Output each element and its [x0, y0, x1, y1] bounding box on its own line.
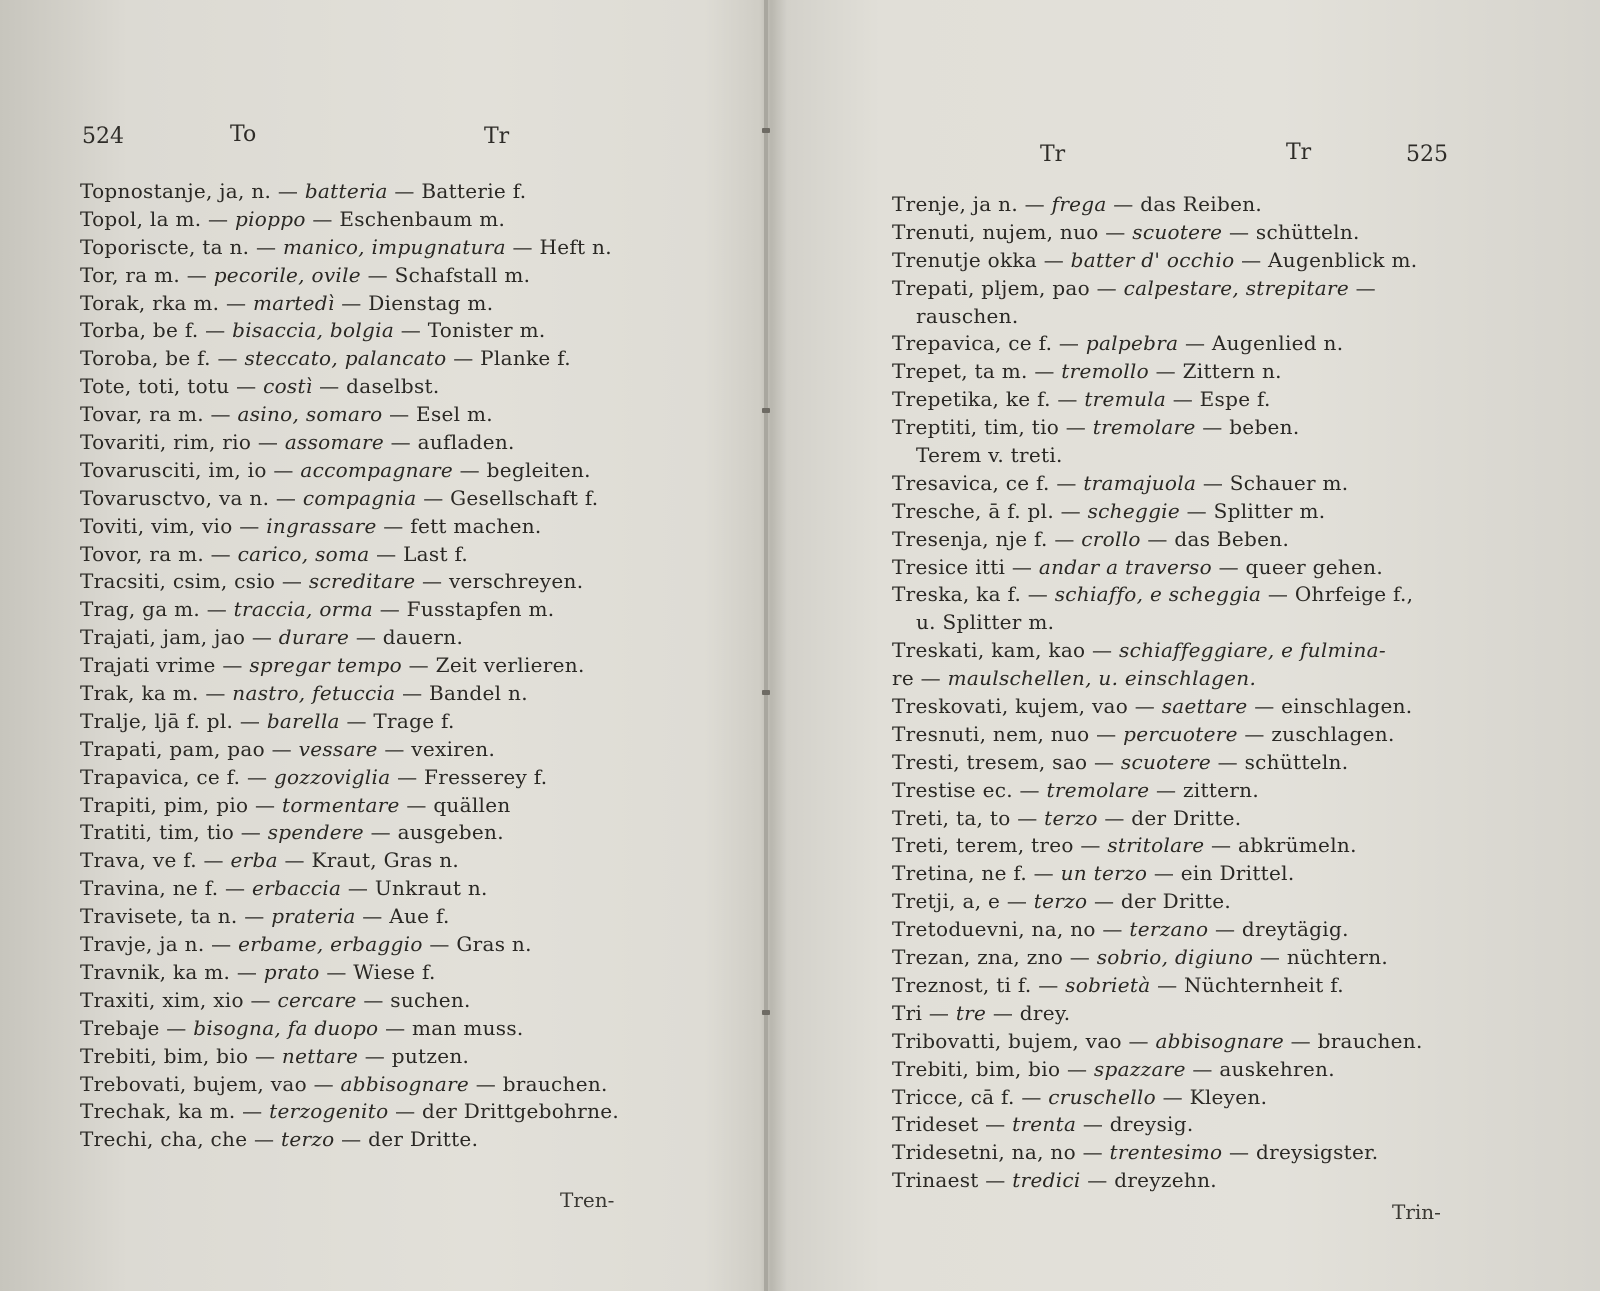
left-entry-list	[80, 178, 619, 1154]
left-catchword: Tren-	[560, 1188, 615, 1212]
dictionary-entry: Trebiti, bim, bio — nettare — putzen.	[80, 1043, 470, 1068]
dictionary-entry: rauschen.	[916, 303, 1019, 328]
dictionary-entry: Tratiti, tim, tio — spendere — ausgeben.	[80, 820, 504, 845]
dictionary-entry: Travnik, ka m. — prato — Wiese f.	[80, 959, 436, 984]
right-running-head-left: Tr	[1040, 142, 1066, 167]
dictionary-entry: Tresche, ā f. pl. — scheggie — Splitter m.	[892, 498, 1326, 523]
dictionary-entry: Tresnuti, nem, nuo — percuotere — zuschlagen.	[892, 721, 1395, 746]
dictionary-entry: Trepetika, ke f. — tremula — Espe f.	[892, 387, 1271, 412]
dictionary-entry: Topol, la m. — pioppo — Eschenbaum m.	[80, 206, 506, 231]
dictionary-entry: Trajati vrime — spregar tempo — Zeit verlieren.	[80, 653, 585, 678]
dictionary-entry: Trinaest — tredici — dreyzehn.	[892, 1168, 1217, 1193]
dictionary-entry: Tresavica, ce f. — tramajuola — Schauer m.	[892, 470, 1349, 495]
dictionary-entry: Travisete, ta n. — prateria — Aue f.	[80, 904, 450, 929]
dictionary-entry: Trapavica, ce f. — gozzoviglia — Fresserey f.	[80, 764, 548, 789]
dictionary-entry: Tretoduevni, na, no — terzano — dreytägig.	[892, 917, 1349, 942]
right-running-head-right: Tr	[1286, 140, 1312, 165]
dictionary-entry: re — maulschellen, u. einschlagen.	[892, 666, 1257, 691]
dictionary-entry: Tovarusctvo, va n. — compagnia — Gesellschaft f.	[80, 485, 599, 510]
dictionary-entry: Trestise ec. — tremolare — zittern.	[892, 777, 1260, 802]
binding-stitch	[762, 408, 770, 413]
dictionary-entry: Trak, ka m. — nastro, fetuccia — Bandel n.	[80, 681, 528, 706]
dictionary-entry: Torak, rka m. — martedì — Dienstag m.	[80, 290, 494, 315]
right-entry-list	[892, 191, 1423, 1195]
left-running-head-left: To	[230, 122, 257, 147]
dictionary-entry: Trezan, zna, zno — sobrio, digiuno — nüchtern.	[892, 945, 1389, 970]
dictionary-entry: Trepavica, ce f. — palpebra — Augenlied n.	[892, 331, 1344, 356]
dictionary-entry: Tovar, ra m. — asino, somaro — Esel m.	[80, 402, 493, 427]
right-catchword: Trin-	[1392, 1200, 1441, 1224]
dictionary-entry: Trepati, pljem, pao — calpestare, strepitare —	[892, 275, 1376, 300]
right-page-number: 525	[1406, 142, 1448, 167]
dictionary-entry: Treskovati, kujem, vao — saettare — einschlagen.	[892, 694, 1413, 719]
dictionary-entry: Trebaje — bisogna, fa duopo — man muss.	[80, 1015, 524, 1040]
dictionary-entry: Trapati, pam, pao — vessare — vexiren.	[80, 736, 496, 761]
dictionary-entry: Trenje, ja n. — frega — das Reiben.	[892, 192, 1263, 216]
dictionary-entry: Tovariti, rim, rio — assomare — aufladen.	[80, 430, 515, 455]
dictionary-entry: Topnostanje, ja, n. — batteria — Batterie f.	[80, 179, 527, 203]
dictionary-entry: u. Splitter m.	[916, 610, 1055, 635]
dictionary-entry: Tovor, ra m. — carico, soma — Last f.	[80, 541, 469, 566]
dictionary-entry: Trebovati, bujem, vao — abbisognare — brauchen.	[80, 1071, 608, 1096]
dictionary-entry: Trideset — trenta — dreysig.	[892, 1112, 1194, 1137]
book-gutter	[764, 0, 768, 1291]
dictionary-entry: Traxiti, xim, xio — cercare — suchen.	[80, 987, 471, 1012]
dictionary-entry: Tralje, ljā f. pl. — barella — Trage f.	[80, 708, 455, 733]
dictionary-entry: Trechak, ka m. — terzogenito — der Drittgebohrne.	[80, 1099, 620, 1124]
dictionary-entry: Treptiti, tim, tio — tremolare — beben.	[892, 415, 1300, 440]
dictionary-entry: Travina, ne f. — erbaccia — Unkraut n.	[80, 876, 488, 901]
dictionary-entry: Tridesetni, na, no — trentesimo — dreysigster.	[892, 1140, 1379, 1165]
dictionary-entry: Toporiscte, ta n. — manico, impugnatura — Heft n.	[80, 234, 612, 259]
dictionary-entry: Trapiti, pim, pio — tormentare — quällen	[80, 792, 511, 817]
left-page	[0, 0, 762, 1291]
dictionary-entry: Tretji, a, e — terzo — der Dritte.	[892, 889, 1232, 914]
left-running-head-right: Tr	[484, 124, 510, 149]
dictionary-entry: Trava, ve f. — erba — Kraut, Gras n.	[80, 848, 460, 873]
dictionary-entry: Trechi, cha, che — terzo — der Dritte.	[80, 1127, 479, 1152]
dictionary-entry: Tri — tre — drey.	[892, 1000, 1071, 1025]
dictionary-entry: Travje, ja n. — erbame, erbaggio — Gras n.	[80, 932, 532, 957]
dictionary-entry: Tribovatti, bujem, vao — abbisognare — brauchen.	[892, 1028, 1423, 1053]
dictionary-entry: Tresti, tresem, sao — scuotere — schütteln.	[892, 749, 1349, 774]
left-page-number: 524	[82, 124, 124, 149]
dictionary-entry: Tovarusciti, im, io — accompagnare — begleiten.	[80, 457, 591, 482]
dictionary-entry: Tracsiti, csim, csio — screditare — verschreyen.	[80, 569, 584, 594]
dictionary-entry: Torba, be f. — bisaccia, bolgia — Tonister m.	[80, 318, 546, 343]
dictionary-entry: Trajati, jam, jao — durare — dauern.	[80, 625, 464, 650]
dictionary-entry: Terem v. treti.	[916, 443, 1063, 468]
dictionary-entry: Toroba, be f. — steccato, palancato — Planke f.	[80, 346, 571, 371]
dictionary-entry: Tricce, cā f. — cruschello — Kleyen.	[892, 1084, 1268, 1109]
dictionary-entry: Trag, ga m. — traccia, orma — Fusstapfen m.	[80, 597, 555, 622]
dictionary-entry: Treti, terem, treo — stritolare — abkrümeln.	[892, 833, 1357, 858]
dictionary-entry: Treti, ta, to — terzo — der Dritte.	[892, 805, 1242, 830]
dictionary-entry: Treznost, ti f. — sobrietà — Nüchternheit f.	[892, 972, 1344, 997]
dictionary-entry: Tretina, ne f. — un terzo — ein Drittel.	[892, 861, 1295, 886]
dictionary-entry: Tor, ra m. — pecorile, ovile — Schafstall m.	[80, 262, 531, 287]
dictionary-entry: Trepet, ta m. — tremollo — Zittern n.	[892, 359, 1282, 384]
dictionary-entry: Treska, ka f. — schiaffo, e scheggia — Ohrfeige f.,	[892, 582, 1414, 607]
dictionary-entry: Treskati, kam, kao — schiaffeggiare, e fulmina-	[892, 638, 1386, 663]
right-page	[770, 0, 1600, 1291]
dictionary-entry: Tresenja, nje f. — crollo — das Beben.	[892, 526, 1290, 551]
binding-stitch	[762, 1010, 770, 1015]
dictionary-entry: Trenuti, nujem, nuo — scuotere — schütteln.	[892, 219, 1360, 244]
dictionary-entry: Trebiti, bim, bio — spazzare — auskehren.	[892, 1056, 1335, 1081]
dictionary-entry: Toviti, vim, vio — ingrassare — fett machen.	[80, 513, 542, 538]
dictionary-entry: Tote, toti, totu — costì — daselbst.	[80, 374, 440, 399]
binding-stitch	[762, 128, 770, 133]
binding-stitch	[762, 690, 770, 695]
dictionary-entry: Trenutje okka — batter d' occhio — Augenblick m.	[892, 247, 1418, 272]
dictionary-entry: Tresice itti — andar a traverso — queer gehen.	[892, 554, 1384, 579]
